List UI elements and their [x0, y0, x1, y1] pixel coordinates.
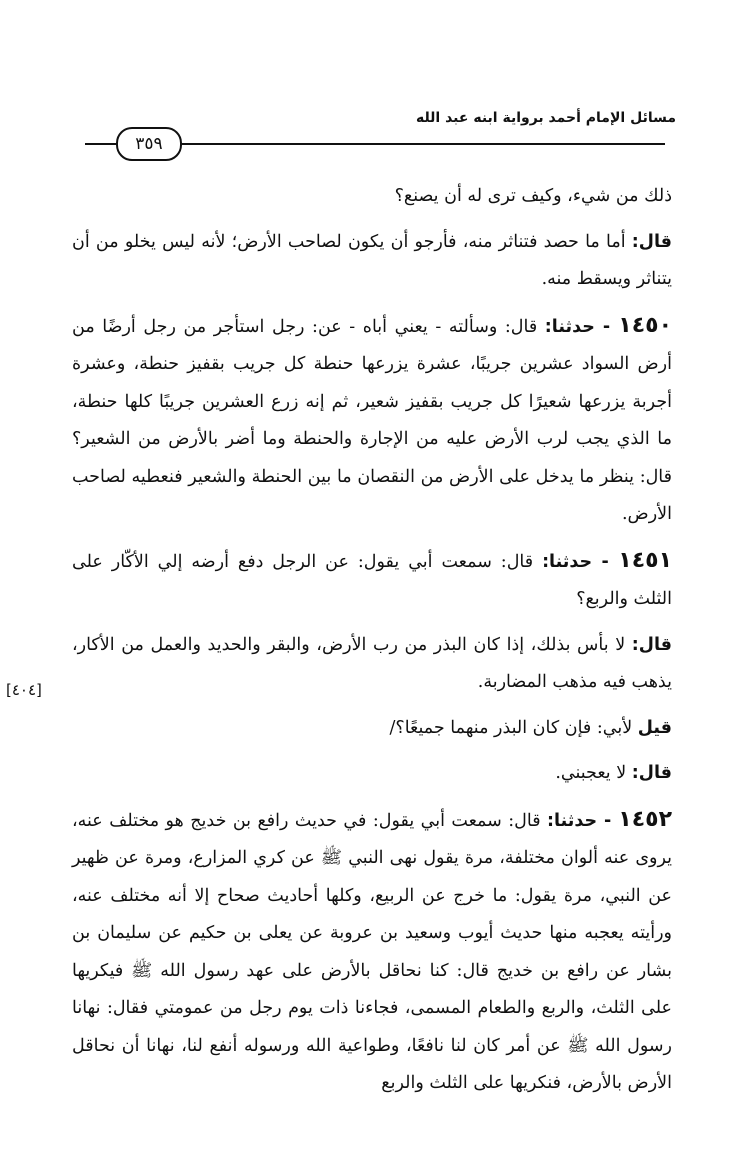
entry-1450: [72, 307, 672, 534]
paragraph-question: [72, 710, 672, 748]
paragraph-answer: [72, 627, 672, 702]
page-number: ٣٥٩: [116, 127, 182, 161]
paragraph-continuation: [72, 178, 672, 216]
asked-label: قيل: [637, 717, 672, 738]
paragraph-text: أما ما حصد فتناثر منه، فأرجو أن يكون لصاحب الأرض؛ لأنه ليس يخلو من أن يتناثر ويسقط منه.: [72, 231, 672, 289]
said-label: قال:: [631, 763, 672, 783]
paragraph-text: قال: سمعت أبي يقول: عن الرجل دفع أرضه إلي الأكّار على الثلث والربع؟: [72, 551, 672, 609]
paragraph-text: قال: وسألته - يعني أباه - عن: رجل استأجر من رجل أرضًا من أرض السواد عشرين جريبًا، عشرة يزرعها حنطة كل جريب بقفيز حنطة، وعشرة أجربة يزرعها شعيرًا كل جريب بقفيز شعير، ثم إنه زرع العشرين جريبًا كلها حنطة، ما الذي يجب لرب الأرض عليه من الإجارة والحنطة وما أضر بالأرض من الشعير؟ قال: ينظر ما يدخل على الأرض من النقصان ما بين الحنطة والشعير فنعطيه لصاحب الأرض.: [72, 316, 672, 524]
marginal-reference: [٤٠٤]: [6, 681, 42, 699]
entry-number: ١٤٥٠: [618, 312, 673, 338]
entry-1452: [72, 801, 672, 1103]
paragraph-answer: [72, 755, 672, 793]
entry-number: ١٤٥٢: [618, 806, 672, 832]
narrated-label: - حدثنا:: [544, 316, 619, 337]
paragraph-text: ذلك من شيء، وكيف ترى له أن يصنع؟: [394, 186, 672, 206]
paragraph-text: لأبي: فإن كان البذر منهما جميعًا؟/: [389, 717, 638, 738]
said-label: قال:: [631, 634, 672, 655]
entry-number: ١٤٥١: [618, 547, 672, 573]
running-header-title: مسائل الإمام أحمد برواية ابنه عبد الله: [415, 110, 676, 126]
narrated-label: - حدثنا:: [542, 551, 619, 572]
paragraph-text: قال: سمعت أبي يقول: في حديث رافع بن خديج هو مختلف عنه، يروى عنه ألوان مختلفة، مرة يقول نهى النبي ﷺ عن كري المزارع، ومرة عن ظهير عن النبي، مرة يقول: ما خرج عن الربيع، وكلها أحاديث صحاح إلا أنه مختلف عنه، ورأيته يعجبه منها حديث أيوب وسعيد بن عروبة عن يعلى بن حكيم عن سليمان بن بشار عن رافع بن خديج قال: كنا نحاقل بالأرض على عهد رسول الله ﷺ فيكريها على الثلث، والربع والطعام المسمى، فجاءنا ذات يوم رجل من عمومتي فقال: نهانا رسول الله ﷺ عن أمر كان لنا نافعًا، وطواعية الله ورسوله أنفع لنا، نهانا أن نحاقل الأرض بالأرض، فنكريها على الثلث والربع: [72, 810, 672, 1093]
paragraph-answer: [72, 224, 672, 299]
said-label: قال:: [631, 231, 672, 252]
paragraph-text: لا بأس بذلك، إذا كان البذر من رب الأرض، والبقر والحديد والعمل من الأكار، يذهب فيه مذهب المضاربة.: [72, 634, 672, 692]
paragraph-text: لا يعجبني.: [555, 763, 632, 783]
narrated-label: - حدثنا:: [547, 810, 619, 831]
page-body: [72, 178, 672, 1103]
entry-1451: [72, 542, 672, 619]
